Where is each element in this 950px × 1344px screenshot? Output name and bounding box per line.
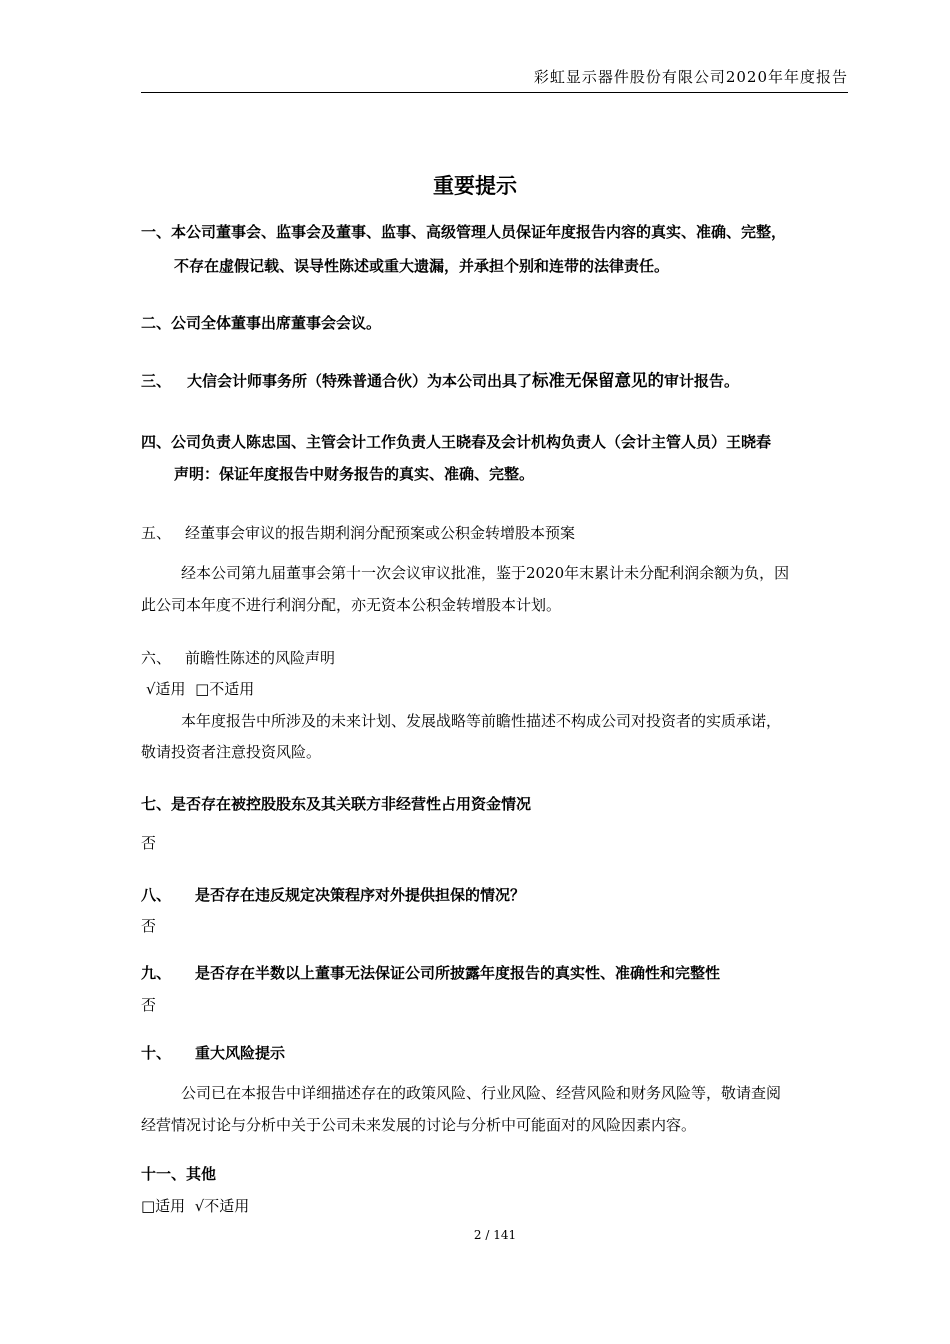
- section-5-num: 五、: [141, 524, 172, 542]
- section-4-line2: 声明：保证年度报告中财务报告的真实、准确、完整。: [174, 465, 535, 483]
- section-4-num: 四、: [141, 433, 172, 451]
- section-2: [141, 313, 853, 333]
- section-2-text: 公司全体董事出席董事会会议。: [171, 314, 382, 332]
- section-3: [141, 371, 853, 391]
- section-4-text: 公司负责人陈忠国、主管会计工作负责人王晓春及会计机构负责人（会计主管人员）王晓春: [171, 433, 772, 451]
- section-6-applicability: √适用 □不适用: [146, 680, 255, 698]
- section-3-mid: 的: [647, 371, 665, 390]
- section-1-line2: 不存在虚假记载、误导性陈述或重大遗漏，并承担个别和连带的法律责任。: [174, 257, 670, 275]
- section-10-body-line2: 经营情况讨论与分析中关于公司未来发展的讨论与分析中可能面对的风险因素内容。: [141, 1116, 697, 1134]
- section-2-num: 二、: [141, 314, 172, 332]
- section-7-num: 七、: [141, 795, 172, 813]
- section-7-heading: [141, 794, 853, 814]
- page-number: 2 / 141: [473, 1228, 517, 1242]
- page-title: 重要提示: [433, 174, 517, 198]
- section-10-body-line1: 公司已在本报告中详细描述存在的政策风险、行业风险、经营风险和财务风险等，敬请查阅: [181, 1084, 782, 1102]
- section-6-heading: [141, 648, 853, 668]
- section-5-heading: [141, 523, 853, 543]
- section-10-heading: [141, 1043, 853, 1063]
- section-1-num: 一、: [141, 223, 172, 241]
- section-7-title: 是否存在被控股股东及其关联方非经营性占用资金情况: [171, 795, 532, 813]
- section-5-body-line2: 此公司本年度不进行利润分配，亦无资本公积金转增股本计划。: [141, 596, 562, 614]
- section-8-title: 是否存在违反规定决策程序对外提供担保的情况？: [195, 886, 526, 904]
- section-3-opinion: 标准无保留意见: [532, 371, 648, 390]
- section-1-text: 本公司董事会、监事会及董事、监事、高级管理人员保证年度报告内容的真实、准确、完整，: [171, 223, 787, 241]
- section-9-heading: [141, 963, 853, 983]
- section-8-heading: [141, 885, 853, 905]
- section-10-title: 重大风险提示: [195, 1044, 286, 1062]
- section-11-heading: [141, 1164, 853, 1184]
- section-6-num: 六、: [141, 649, 172, 667]
- header-rule: [141, 92, 848, 93]
- report-header: 彩虹显示器件股份有限公司2020年年度报告: [533, 68, 848, 86]
- section-6-title: 前瞻性陈述的风险声明: [185, 649, 336, 667]
- section-11-title: 其他: [186, 1165, 217, 1183]
- section-11-num: 十一、: [141, 1165, 187, 1183]
- section-10-num: 十、: [141, 1044, 172, 1062]
- section-1-line1: [141, 222, 853, 242]
- section-9-num: 九、: [141, 964, 172, 982]
- section-3-num: 三、: [141, 372, 172, 390]
- section-4-line1: [141, 432, 853, 452]
- section-3-post: 审计报告。: [664, 372, 740, 390]
- section-5-title: 经董事会审议的报告期利润分配预案或公积金转增股本预案: [185, 524, 576, 542]
- section-8-num: 八、: [141, 886, 172, 904]
- section-5-body-line1: 经本公司第九届董事会第十一次会议审议批准，鉴于2020年末累计未分配利润余额为负，因: [181, 564, 790, 582]
- section-9-answer: 否: [141, 996, 157, 1014]
- section-11-applicability: □适用 √不适用: [141, 1197, 250, 1215]
- section-6-body-line1: 本年度报告中所涉及的未来计划、发展战略等前瞻性描述不构成公司对投资者的实质承诺，: [181, 712, 782, 730]
- section-3-pre: 大信会计师事务所（特殊普通合伙）为本公司出具了: [187, 372, 533, 390]
- section-8-answer: 否: [141, 917, 157, 935]
- section-6-body-line2: 敬请投资者注意投资风险。: [141, 743, 322, 761]
- section-9-title: 是否存在半数以上董事无法保证公司所披露年度报告的真实性、准确性和完整性: [195, 964, 721, 982]
- section-7-answer: 否: [141, 834, 157, 852]
